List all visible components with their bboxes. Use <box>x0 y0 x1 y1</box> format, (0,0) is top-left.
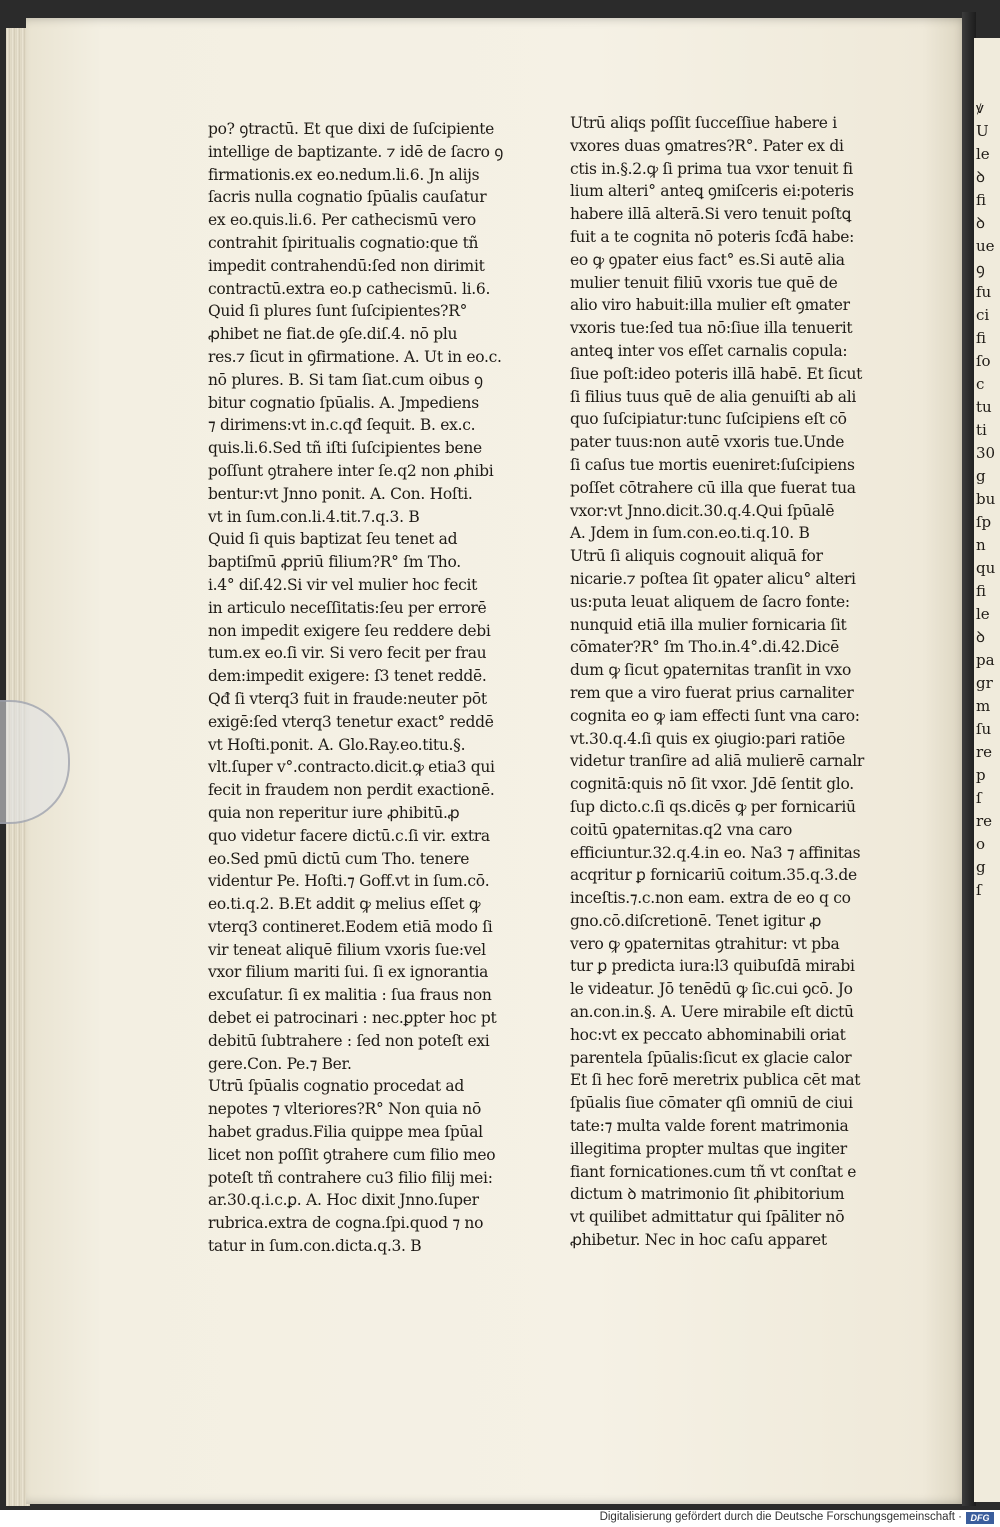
text-line: rubrica.extra de cogna.ſpi.quod ⁊ no <box>208 1214 484 1233</box>
text-line: res.⁊ ſicut in ꝯfirmatione. A. Ut in eo.c. <box>208 347 502 366</box>
text-line: quo videtur facere dictū.c.ſi vir. extra <box>208 826 490 845</box>
text-column-left <box>208 118 503 1258</box>
margin-fragment: fi <box>976 329 987 347</box>
text-line: vxores duas ꝯmatres?R°. Pater ex di <box>570 136 844 155</box>
text-line: dum ꝙ ſicut ꝯpaternitas tranſit in vxo <box>570 661 851 680</box>
margin-fragment: pa <box>976 651 995 669</box>
text-line: dem:impedit exigere: ſ3 tenet reddē. <box>208 667 487 686</box>
footer-credit: Digitalisierung gefördert durch die Deutsche Forschungsgemeinschaft · <box>599 1511 962 1523</box>
text-line: videtur tranſire ad aliā mulierē carnalr <box>570 752 865 771</box>
text-line: tum.ex eo.ſi vir. Si vero fecit per frau <box>208 644 487 663</box>
text-line: dictum ꝺ matrimonio ſit ꝓhibitorium <box>570 1185 845 1204</box>
text-line: ſiue poſt:ideo poteris illā habē. Et ſicut <box>570 364 863 383</box>
margin-fragment: le <box>976 145 990 163</box>
text-line: vt.30.q.4.ſi quis ex ꝯiugio:pari ratiōe <box>570 729 845 748</box>
text-line: us:puta leuat aliquem de ſacro fonte: <box>570 592 850 611</box>
text-line: fiant fornicationes.cum tñ vt conſtat e <box>570 1162 857 1181</box>
text-line: eo ꝙ ꝯpater eius fact° es.Si autē alia <box>570 250 845 269</box>
text-line: vlt.ſuper v°.contracto.dicit.ꝙ etia3 qui <box>208 758 495 777</box>
text-line: tur ꝑ predicta iura:l3 quibuſdā mirabi <box>570 957 855 976</box>
text-line: bentur:vt Jnno ponit. A. Con. Hoſti. <box>208 484 473 503</box>
text-line: exigē:ſed vterq3 tenetur exact° reddē <box>208 712 494 731</box>
text-line: ctis in.§.2.ꝙ ſi prima tua vxor tenuit fi <box>570 159 853 178</box>
text-line: bitur cognatio ſpūalis. A. Jmpediens <box>208 393 479 412</box>
text-line: eo.Sed pmū dictū cum Tho. tenere <box>208 849 470 868</box>
text-line: debitū ſubtrahere : ſed non poteſt exi <box>208 1031 490 1050</box>
text-line: poſſet cōtrahere cū illa que fuerat tua <box>570 478 856 497</box>
text-line: vt in ſum.con.li.4.tit.7.q.3. B <box>208 507 420 526</box>
margin-fragment: n <box>976 536 986 554</box>
text-line: nunquid etiā illa mulier fornicaria ſit <box>570 615 847 634</box>
margin-fragment: ſu <box>976 720 992 738</box>
dfg-logo: DFG <box>966 1512 994 1524</box>
margin-fragment: qu <box>976 559 996 577</box>
text-line: ⁊ dirimens:vt in.c.qđ ſequit. B. ex.c. <box>208 416 476 435</box>
text-line: cognitā:quis nō ſit vxor. Jdē ſentit glo. <box>570 775 854 794</box>
text-line: cōmater?R° ſm Tho.in.4°.di.42.Dicē <box>570 638 839 657</box>
text-line: Qđ ſi vterq3 fuit in fraude:neuter pōt <box>208 689 487 708</box>
text-line: gno.cō.diſcretionē. Tenet igitur ꝓ <box>570 911 822 930</box>
text-line: poteſt tñ contrahere cu3 filio filij mei: <box>208 1168 493 1187</box>
margin-fragment: ꝺ <box>976 628 985 646</box>
margin-fragment: ſ <box>976 789 982 807</box>
margin-fragment: ti <box>976 421 987 439</box>
text-line: ar.30.q.i.c.ꝑ. A. Hoc dixit Jnno.ſuper <box>208 1191 479 1210</box>
text-line: firmationis.ex eo.nedum.li.6. Jn alijs <box>208 165 480 184</box>
margin-fragment: re <box>976 812 993 830</box>
text-line: parentela ſpūalis:ſicut ex glacie calor <box>570 1048 852 1067</box>
text-line: vir teneat aliquē filium vxoris ſue:vel <box>208 940 486 959</box>
text-line: quis.li.6.Sed tñ iſti ſuſcipientes bene <box>208 439 482 458</box>
text-line: Utrū ſi aliquis cognouit aliquā for <box>570 547 823 566</box>
text-line: mulier tenuit filiū vxoris tue quē de <box>570 273 838 292</box>
text-line: inceſtis.⁊.c.non eam. extra de eo q co <box>570 889 851 908</box>
text-line: eo.ti.q.2. B.Et addit ꝙ melius eſſet ꝙ <box>208 895 481 914</box>
text-line: fuit a te cognita nō poteris ſcđā habe: <box>570 227 855 246</box>
text-line: contractū.extra eo.p cathecismū. li.6. <box>208 279 491 298</box>
text-line: illegitima propter multas que ingiter <box>570 1139 847 1158</box>
text-line: cognita eo ꝙ iam effecti ſunt vna caro: <box>570 706 860 725</box>
text-line: pater tuus:non autē vxoris tue.Unde <box>570 433 845 452</box>
text-line: poſſunt ꝯtrahere inter ſe.q2 non ꝓhibi <box>208 461 494 480</box>
text-line: vt quilibet admittatur qui ſpāliter nō <box>570 1208 845 1227</box>
text-line: impedit contrahendū:ſed non dirimit <box>208 256 485 275</box>
text-line: an.con.in.§. A. Uere mirabile eſt dictū <box>570 1003 854 1022</box>
text-line: Et ſi hec forē meretrix publica cēt mat <box>570 1071 861 1090</box>
margin-fragment: ꝯ <box>976 260 985 278</box>
text-line: contrahit ſpiritualis cognatio:que tñ <box>208 233 479 252</box>
text-line: nō plures. B. Si tam ſiat.cum oibus ꝯ <box>208 370 483 389</box>
text-line: videntur Pe. Hoſti.⁊ Goff.vt in ſum.cō. <box>208 872 490 891</box>
text-line: vt Hoſti.ponit. A. Glo.Ray.eo.titu.§. <box>208 735 466 754</box>
text-line: quo ſuſcipiatur:tunc ſuſcipiens eſt cō <box>570 410 847 429</box>
margin-fragment: 30 <box>976 444 996 462</box>
text-column-right <box>570 112 864 1252</box>
text-line: habere illā alterā.Si vero tenuit poſtꝗ <box>570 205 851 224</box>
text-line: habet gradus.Filia quippe mea ſpūal <box>208 1123 483 1142</box>
text-line: quia non reperitur iure ꝓhibitū.ꝓ <box>208 803 460 822</box>
margin-fragment: g <box>976 858 986 876</box>
text-line: po? ꝯtractū. Et que dixi de ſuſcipiente <box>208 120 495 138</box>
margin-fragment: ꝺ <box>976 168 985 186</box>
margin-fragment: tu <box>976 398 992 416</box>
text-line: fecit in fraudem non perdit exactionē. <box>208 781 495 800</box>
text-line: intellige de baptizante. ⁊ idē de ſacro ꝯ <box>208 142 504 161</box>
text-line: i.4° diſ.42.Si vir vel mulier hoc fecit <box>208 575 478 594</box>
text-line: vero ꝙ ꝯpaternitas ꝯtrahitur: vt pba <box>570 934 840 953</box>
margin-fragment: le <box>976 605 990 623</box>
text-line: le videatur. Jō tenēdū ꝙ ſic.cui ꝯcō. Jo <box>570 980 853 999</box>
right-page-edge <box>974 38 1000 1502</box>
text-line: acqritur ꝑ fornicariū coitum.35.q.3.de <box>570 866 857 885</box>
text-line: rem que a viro fuerat prius carnaliter <box>570 683 854 702</box>
text-line: ſpūalis ſiue cōmater qſi omniū de ciui <box>570 1094 853 1113</box>
text-line: nicarie.⁊ poſtea ſit ꝯpater alicu° alteri <box>570 569 856 588</box>
text-line: coitū ꝯpaternitas.q2 vna caro <box>570 820 793 839</box>
margin-fragment: m <box>976 697 991 715</box>
text-line: Quid ſi plures ſunt ſuſcipientes?R° <box>208 302 468 321</box>
text-line: ꝓhibetur. Nec in hoc caſu apparet <box>570 1231 827 1250</box>
margin-fragment: ꝺ <box>976 214 985 232</box>
margin-fragment: U <box>976 122 989 140</box>
margin-fragment: fi <box>976 582 987 600</box>
text-line: Utrū aliqs poſſit ſucceſſiue habere i <box>570 114 837 132</box>
margin-fragment: fu <box>976 283 992 301</box>
text-line: vxor:vt Jnno.dicit.30.q.4.Qui ſpūalē <box>570 501 835 520</box>
text-line: lium alteri° anteꝗ ꝯmiſceris ei:poteris <box>570 182 854 201</box>
text-line: in articulo neceſſitatis:ſeu per errorē <box>208 598 487 617</box>
margin-fragment: p <box>976 766 986 784</box>
text-line: excuſatur. ſi ex malitia : ſua fraus non <box>208 986 492 1005</box>
text-line: ſi caſus tue mortis eueniret:ſuſcipiens <box>570 455 855 474</box>
margin-fragment: ſ <box>976 881 982 899</box>
margin-fragment: o <box>976 835 986 853</box>
margin-fragment: c <box>976 375 985 393</box>
margin-fragment: g <box>976 467 986 485</box>
margin-fragment: re <box>976 743 993 761</box>
text-line: tate:⁊ multa valde forent matrimonia <box>570 1117 849 1136</box>
text-line: alio viro habuit:illa mulier eſt ꝯmater <box>570 296 850 315</box>
text-line: vxor filium mariti ſui. ſi ex ignorantia <box>208 963 489 982</box>
text-line: vxoris tue:ſed tua nō:ſiue illa tenuerit <box>570 319 853 338</box>
margin-fragment: ue <box>976 237 995 255</box>
text-line: ſup dicto.c.ſi qs.dicēs ꝙ per fornicariū <box>570 797 856 816</box>
text-line: vterq3 contineret.Eodem etiā modo ſi <box>208 917 493 936</box>
margin-fragment: fi <box>976 191 987 209</box>
text-line: nepotes ⁊ vlteriores?R° Non quia nō <box>208 1100 481 1119</box>
margin-fragment: ci <box>976 306 990 324</box>
text-line: anteꝗ inter vos eſſet carnalis copula: <box>570 341 848 360</box>
margin-fragment: ſp <box>976 513 992 531</box>
margin-fragment: bu <box>976 490 996 508</box>
margin-fragment: gr <box>976 674 993 692</box>
text-line: A. Jdem in ſum.con.eo.ti.q.10. B <box>570 524 810 543</box>
footer-bar <box>0 1510 1000 1527</box>
text-line: licet non poſſit ꝯtrahere cum filio meo <box>208 1145 496 1164</box>
text-line: baptiſmū ꝓpriū filium?R° ſm Tho. <box>208 553 461 572</box>
margin-fragment: ꝟ <box>976 99 984 117</box>
text-line: efficiuntur.32.q.4.in eo. Na3 ⁊ affinitas <box>570 843 861 862</box>
margin-fragment: ſo <box>976 352 991 370</box>
text-line: tatur in ſum.con.dicta.q.3. B <box>208 1237 422 1256</box>
text-line: gere.Con. Pe.⁊ Ber. <box>208 1054 352 1073</box>
text-line: Utrū ſpūalis cognatio procedat ad <box>208 1077 464 1096</box>
text-line: debet ei patrocinari : nec.ꝑpter hoc pt <box>208 1009 497 1028</box>
text-line: non impedit exigere ſeu reddere debi <box>208 621 491 640</box>
text-line: ex eo.quis.li.6. Per cathecismū vero <box>208 211 476 230</box>
text-line: ſi filius tuus quē de alia genuiſti ab ali <box>570 387 857 406</box>
text-line: hoc:vt ex peccato abhominabili oriat <box>570 1025 846 1044</box>
text-line: Quid ſi quis baptizat ſeu tenet ad <box>208 530 458 549</box>
text-line: ſacris nulla cognatio ſpūalis cauſatur <box>208 188 487 207</box>
text-line: ꝓhibet ne fiat.de ꝯſe.diſ.4. nō plu <box>208 325 458 344</box>
